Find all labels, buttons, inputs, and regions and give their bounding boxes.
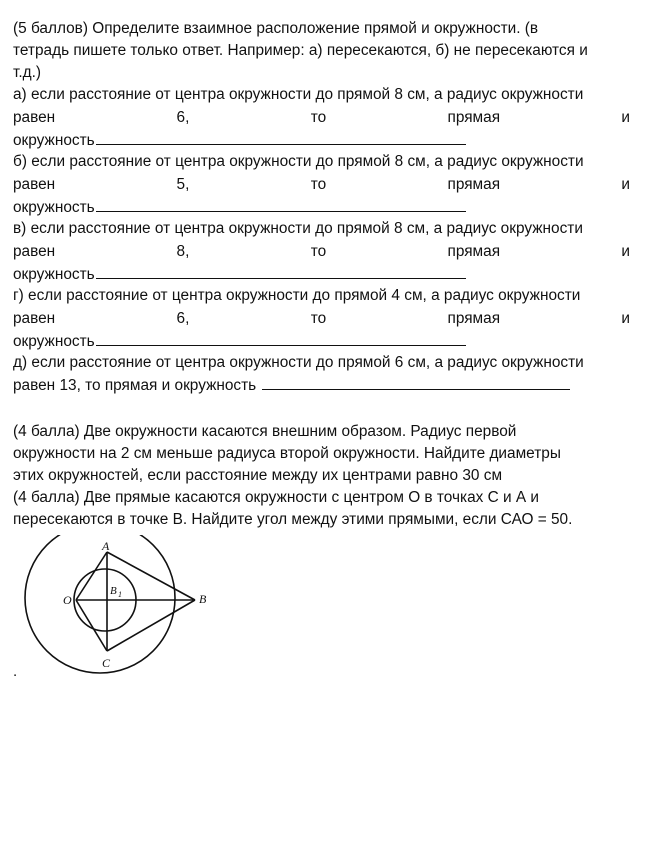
geometry-figure [0,535,240,685]
label-b: B [199,592,207,606]
word-raven: равен [13,109,56,126]
answer-blank[interactable] [96,197,466,212]
task2-line1: (4 балла) Две окружности касаются внешним образом. Радиус первой [13,423,517,440]
radius-value: 6, [176,109,190,126]
label-b1: B [110,585,117,597]
label-c: C [102,656,111,670]
word-raven: равен [13,243,56,260]
answer-label: окружность [13,333,95,350]
radius-oa [76,552,107,600]
task1-header-line3: т.д.) [13,64,41,81]
word-i: и [621,176,630,193]
task1-g-line2 [13,309,630,329]
label-b1-subscript: 1 [118,590,122,599]
word-pryamaya: прямая [447,176,501,193]
word-i: и [621,243,630,260]
task1-v-line2 [13,242,630,262]
word-i: и [621,310,630,327]
task1-b-line2 [13,175,630,195]
word-pryamaya: прямая [447,310,501,327]
task1-d-line1: д) если расстояние от центра окружности до прямой 6 см, а радиус окружности [13,354,584,371]
task2-line2: окружности на 2 см меньше радиуса второй окружности. Найдите диаметры [13,445,561,462]
task1-v-line1: в) если расстояние от центра окружности до прямой 8 см, а радиус окружности [13,220,583,237]
task1-v-line3 [13,264,466,285]
answer-blank[interactable] [96,264,466,279]
answer-label: равен 13, то прямая и окружность [13,377,257,394]
word-to: то [310,310,327,327]
word-to: то [310,176,327,193]
task3-line2: пересекаются в точке В. Найдите угол между этими прямыми, если САО = 50. [13,511,573,528]
answer-label: окружность [13,199,95,216]
task1-a-line2 [13,108,630,128]
trailing-dot: . [13,663,18,680]
radius-value: 5, [176,176,190,193]
answer-blank[interactable] [96,130,466,145]
radius-oc [76,600,107,651]
word-pryamaya: прямая [447,109,501,126]
answer-label: окружность [13,132,95,149]
answer-blank[interactable] [262,375,570,390]
word-to: то [310,109,327,126]
task1-header-line1: (5 баллов) Определите взаимное расположение прямой и окружности. (в [13,20,539,37]
word-pryamaya: прямая [447,243,501,260]
task1-g-line1: г) если расстояние от центра окружности до прямой 4 см, а радиус окружности [13,287,581,304]
large-circle [25,535,175,673]
word-raven: равен [13,310,56,327]
word-to: то [310,243,327,260]
task1-b-line1: б) если расстояние от центра окружности до прямой 8 см, а радиус окружности [13,153,584,170]
answer-blank[interactable] [96,331,466,346]
task1-b-line3 [13,197,466,218]
task1-a-line1: а) если расстояние от центра окружности до прямой 8 см, а радиус окружности [13,86,584,103]
word-i: и [621,109,630,126]
task1-a-line3 [13,130,466,151]
task2-line3: этих окружностей, если расстояние между их центрами равно 30 см [13,467,503,484]
tangent-cb [107,600,195,651]
task1-d-line2 [13,375,570,396]
task3-line1: (4 балла) Две прямые касаются окружности с центром O в точках С и А и [13,489,540,506]
label-o: O [63,593,72,607]
radius-value: 6, [176,310,190,327]
label-a: A [102,539,110,553]
word-raven: равен [13,176,56,193]
answer-label: окружность [13,266,95,283]
task1-header-line2: тетрадь пишете только ответ. Например: а) пересекаются, б) не пересекаются и [13,42,588,59]
radius-value: 8, [176,243,190,260]
task1-g-line3 [13,331,466,352]
